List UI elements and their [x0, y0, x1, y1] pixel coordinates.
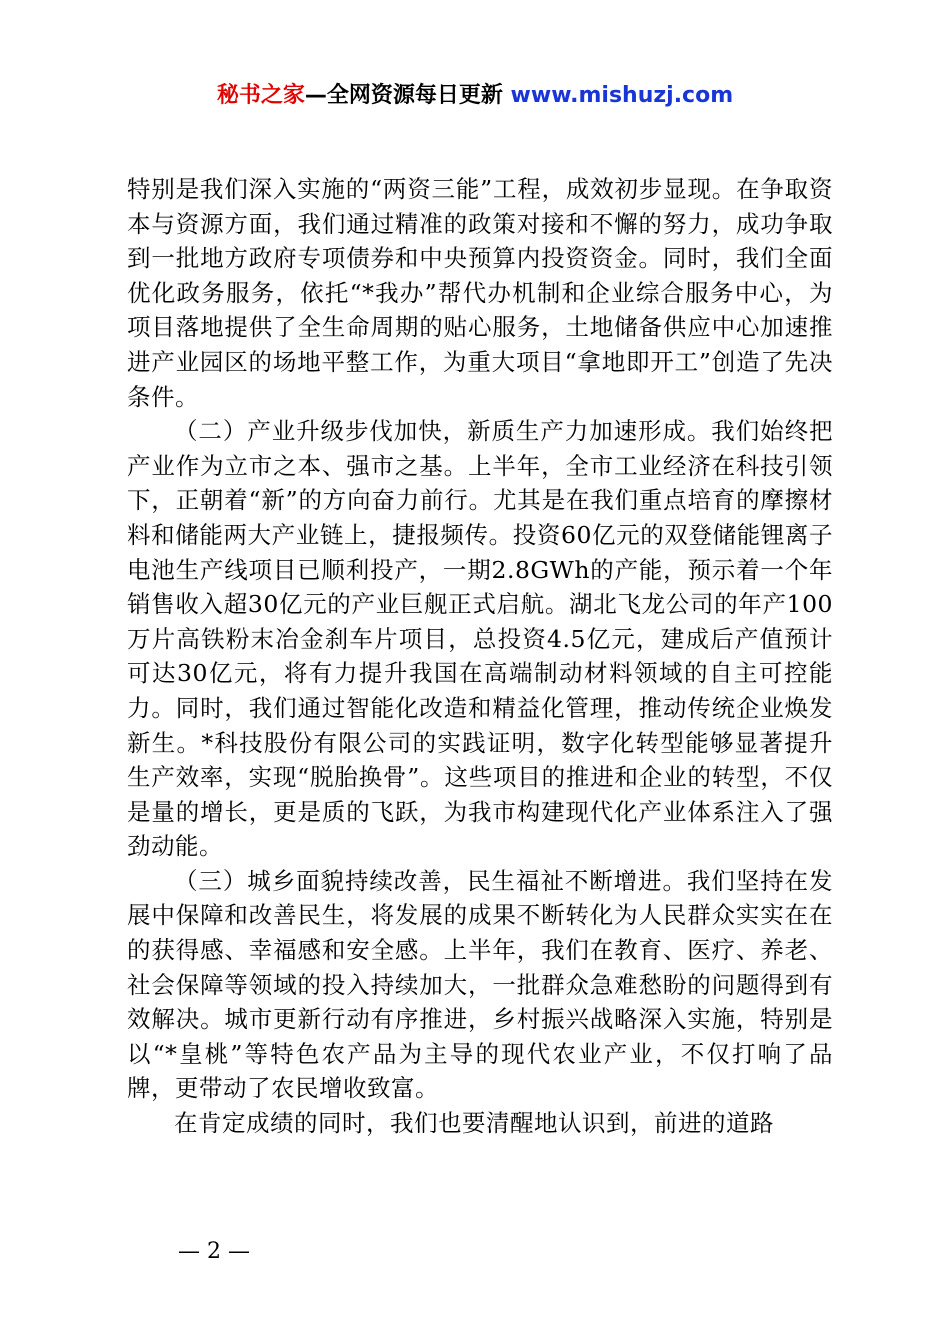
page-number: — 2 —: [178, 1239, 250, 1264]
paragraph-industry-upgrade: （二）产业升级步伐加快，新质生产力加速形成。我们始终把产业作为立市之本、强市之基。上半年，全市工业经济在科技引领下，正朝着“新”的方向奋力前行。尤其是在我们重点培育的摩擦材料和储能两大产业链上，捷报频传。投资60亿元的双登储能锂离子电池生产线项目已顺利投产，一期2.8GWh的产能，预示着一个年销售收入超30亿元的产业巨舰正式启航。湖北飞龙公司的年产100万片高铁粉末冶金刹车片项目，总投资4.5亿元，建成后产值预计可达30亿元，将有力提升我国在高端制动材料领域的自主可控能力。同时，我们通过智能化改造和精益化管理，推动传统企业焕发新生。*科技股份有限公司的实践证明，数字化转型能够显著提升生产效率，实现“脱胎换骨”。这些项目的推进和企业的转型，不仅是量的增长，更是质的飞跃，为我市构建现代化产业体系注入了强劲动能。: [127, 417, 833, 861]
page-header: [0, 80, 950, 112]
paragraph-challenges: 在肯定成绩的同时，我们也要清醒地认识到，前进的道路: [174, 1109, 774, 1138]
site-url: www.mishuzj.com: [502, 83, 734, 108]
document-body: [127, 172, 833, 1141]
header-tagline: —全网资源每日更新: [304, 83, 503, 108]
paragraph-urban-rural: （三）城乡面貌持续改善，民生福祉不断增进。我们坚持在发展中保障和改善民生，将发展的成果不断转化为人民群众实实在在的获得感、幸福感和安全感。上半年，我们在教育、医疗、养老、社会保障等领域的投入持续加大，一批群众急难愁盼的问题得到有效解决。城市更新行动有序推进，乡村振兴战略深入实施，特别是以“*皇桃”等特色农产品为主导的现代农业产业，不仅打响了品牌，更带动了农民增收致富。: [127, 866, 833, 1103]
brand-name: 秘书之家: [216, 83, 305, 108]
paragraph-continued: 特别是我们深入实施的“两资三能”工程，成效初步显现。在争取资本与资源方面，我们通过精准的政策对接和不懈的努力，成功争取到一批地方政府专项债券和中央预算内投资资金。同时，我们全面优化政务服务，依托“*我办”帮代办机制和企业综合服务中心，为项目落地提供了全生命周期的贴心服务，土地储备供应中心加速推进产业园区的场地平整工作，为重大项目“拿地即开工”创造了先决条件。: [127, 175, 833, 411]
